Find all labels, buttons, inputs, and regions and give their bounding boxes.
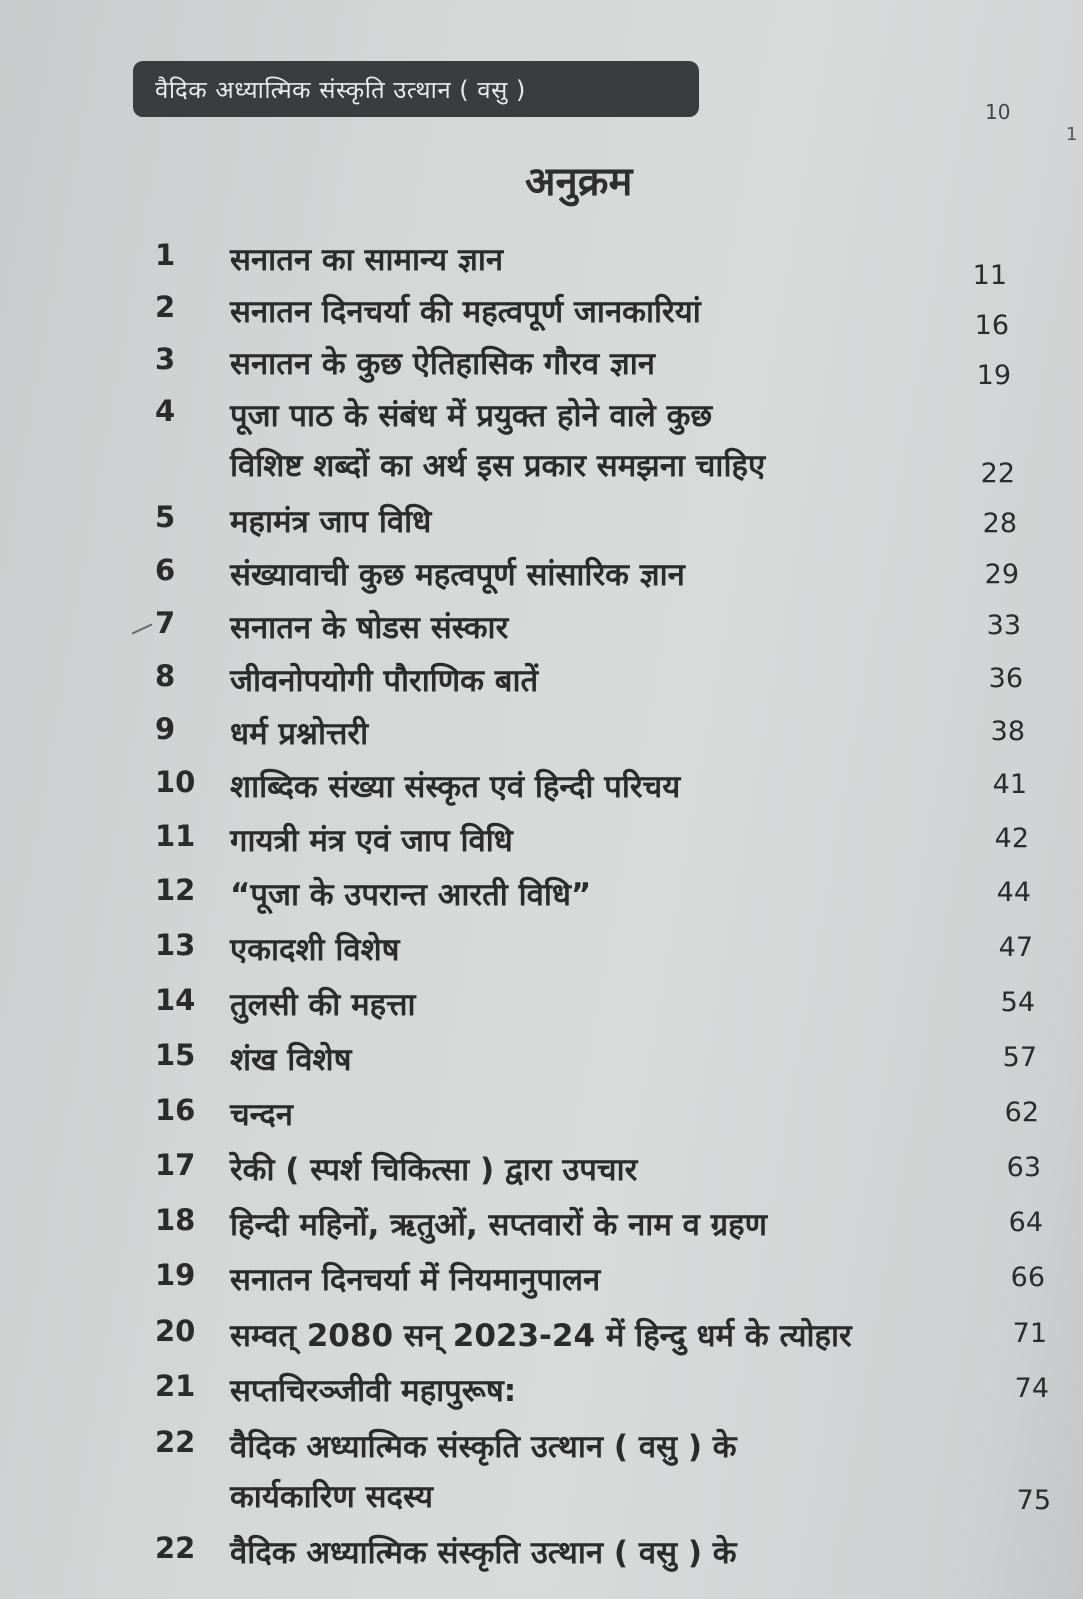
entry-number: 16 [155, 1093, 196, 1127]
entry-page: 38 [990, 716, 1025, 747]
entry-title: रेकी ( स्पर्श चिकित्सा ) द्वारा उपचार [230, 1152, 638, 1188]
entry-number: 8 [155, 659, 176, 693]
entry-title-continued: विशिष्ट शब्दों का अर्थ इस प्रकार समझना चाहिए [230, 448, 766, 484]
entry-title: सनातन दिनचर्या की महत्वपूर्ण जानकारियां [230, 294, 701, 330]
entry-number: 22 [155, 1425, 196, 1459]
entry-title: एकादशी विशेष [230, 932, 400, 968]
entry-page: 11 [972, 260, 1007, 291]
entry-number: 11 [155, 819, 196, 853]
entry-number: 4 [155, 394, 176, 428]
entry-title: गायत्री मंत्र एवं जाप विधि [230, 823, 513, 859]
page-number: 10 [985, 100, 1011, 124]
entry-page: 16 [974, 310, 1009, 341]
entry-number: 17 [155, 1148, 196, 1182]
entry-number: 7 [155, 606, 176, 640]
entry-number: 6 [155, 553, 176, 587]
entry-number: 13 [155, 928, 196, 962]
entry-title: संख्यावाची कुछ महत्वपूर्ण सांसारिक ज्ञान [230, 557, 685, 593]
entry-number: 15 [155, 1038, 196, 1072]
entry-title: सनातन के षोडस संस्कार [230, 610, 509, 646]
entry-page: 47 [998, 932, 1033, 963]
pen-mark [132, 623, 153, 634]
entry-title-continued: कार्यकारिण सदस्य [230, 1479, 434, 1515]
entry-number: 18 [155, 1203, 196, 1237]
entry-title: वैदिक अध्यात्मिक संस्कृति उत्थान ( वसु ) के [230, 1535, 737, 1571]
entry-page: 19 [976, 360, 1011, 391]
entry-page: 29 [984, 559, 1019, 590]
banner-title: वैदिक अध्यात्मिक संस्कृति उत्थान ( वसु ) [155, 75, 526, 104]
entry-number: 22 [155, 1531, 196, 1565]
entry-title: सप्तचिरञ्जीवी महापुरूष: [230, 1373, 517, 1409]
entry-number: 2 [155, 290, 176, 324]
adjacent-page-number: 1 [1066, 124, 1078, 145]
entry-number: 14 [155, 983, 196, 1017]
entry-title: चन्दन [230, 1097, 293, 1133]
entry-page: 75 [1016, 1485, 1051, 1516]
entry-page: 71 [1012, 1318, 1047, 1349]
entry-page: 74 [1014, 1373, 1049, 1404]
entry-number: 1 [155, 238, 176, 272]
entry-title: सम्वत् 2080 सन् 2023-24 में हिन्दु धर्म के त्योहार [230, 1318, 852, 1354]
entry-title: वैदिक अध्यात्मिक संस्कृति उत्थान ( वसु ) के [230, 1429, 737, 1465]
entry-title: तुलसी की महत्ता [230, 987, 416, 1023]
entry-number: 12 [155, 873, 196, 907]
entry-page: 36 [988, 663, 1023, 694]
entry-title: धर्म प्रश्नोत्तरी [230, 716, 369, 752]
entry-page: 44 [996, 877, 1031, 908]
book-title-banner [133, 61, 699, 117]
entry-title: शाब्दिक संख्या संस्कृत एवं हिन्दी परिचय [230, 769, 681, 805]
entry-page: 57 [1002, 1042, 1037, 1073]
entry-number: 5 [155, 500, 176, 534]
entry-page: 64 [1008, 1207, 1043, 1238]
entry-page: 63 [1006, 1152, 1041, 1183]
entry-title: जीवनोपयोगी पौराणिक बातें [230, 663, 539, 699]
entry-page: 54 [1000, 987, 1035, 1018]
entry-page: 42 [994, 823, 1029, 854]
entry-number: 10 [155, 765, 196, 799]
entry-title: महामंत्र जाप विधि [230, 504, 432, 540]
entry-page: 62 [1004, 1097, 1039, 1128]
entry-number: 3 [155, 342, 176, 376]
entry-number: 19 [155, 1258, 196, 1292]
entry-title: सनातन के कुछ ऐतिहासिक गौरव ज्ञान [230, 346, 656, 382]
entry-page: 41 [992, 769, 1027, 800]
entry-title: सनातन दिनचर्या में नियमानुपालन [230, 1262, 601, 1298]
entry-title: शंख विशेष [230, 1042, 352, 1078]
entry-title: हिन्दी महिनों, ऋतुओं, सप्तवारों के नाम व ग्रहण [230, 1207, 768, 1243]
entry-page: 66 [1010, 1262, 1045, 1293]
entry-number: 9 [155, 712, 176, 746]
entry-title: सनातन का सामान्य ज्ञान [230, 242, 504, 278]
entry-page: 28 [982, 508, 1017, 539]
entry-page: 33 [986, 610, 1021, 641]
entry-title: पूजा पाठ के संबंध में प्रयुक्त होने वाले कुछ [230, 398, 713, 434]
entry-title: “पूजा के उपरान्त आरती विधि” [230, 877, 592, 913]
entry-page: 22 [980, 458, 1015, 489]
entry-number: 20 [155, 1314, 196, 1348]
entry-number: 21 [155, 1369, 196, 1403]
toc-title: अनुक्रम [525, 159, 633, 205]
